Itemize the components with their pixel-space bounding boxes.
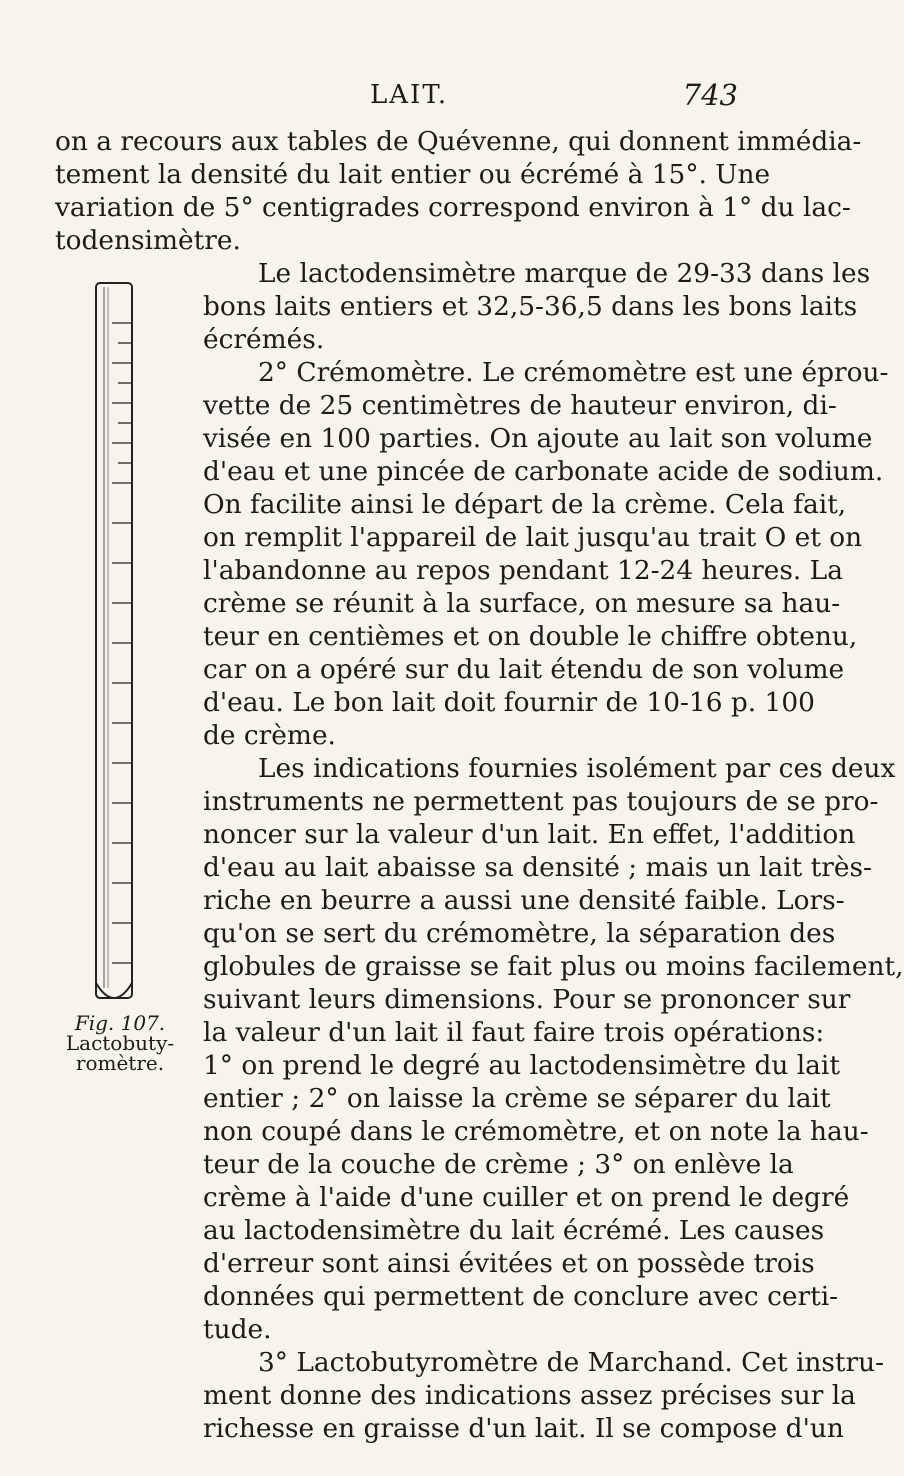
text-line: car on a opéré sur du lait étendu de son volume (203, 654, 845, 685)
lactobutyrometer-figure (78, 283, 148, 1013)
page-number: 743 (682, 78, 738, 112)
text-line (258, 356, 889, 389)
text-line: la valeur d'un lait il faut faire trois opérations: (203, 1017, 825, 1048)
text-line: Le lactodensimètre marque de 29-33 dans les (258, 258, 871, 289)
text-line: ment donne des indications assez précises sur la (203, 1380, 856, 1411)
text-line: qu'on se sert du crémomètre, la séparation des (203, 918, 836, 949)
text-line: variation de 5° centigrades correspond environ à 1° du lac- (55, 192, 851, 223)
text-line: d'erreur sont ainsi évitées et on possède trois (203, 1248, 815, 1279)
paragraph3-line: 2° Crémomètre. Le crémomètre est une éprou- (258, 357, 889, 388)
page-header (0, 80, 800, 120)
text-line: d'eau. Le bon lait doit fournir de 10-16 p. 100 (203, 687, 815, 718)
text-line: Les indications fournies isolément par ces deux (258, 753, 896, 784)
text-line: 1° on prend le degré au lactodensimètre du lait (203, 1050, 840, 1081)
text-line: crème se réunit à la surface, on mesure sa hau- (203, 588, 841, 619)
text-line: entier ; 2° on laisse la crème se séparer du lait (203, 1083, 831, 1114)
text-line: visée en 100 parties. On ajoute au lait son volume (203, 423, 873, 454)
text-line: tude. (203, 1314, 272, 1345)
text-line: de crème. (203, 720, 336, 751)
text-line: au lactodensimètre du lait écrémé. Les causes (203, 1215, 825, 1246)
figure-caption-line: romètre. (75, 1051, 165, 1075)
lactobutyrometer-tube-icon (78, 283, 148, 1013)
figure-caption (60, 1013, 180, 1073)
text-line: on a recours aux tables de Quévenne, qui donnent immédia- (55, 126, 862, 157)
text-line: crème à l'aide d'une cuiller et on prend le degré (203, 1182, 850, 1213)
text-line: écrémés. (203, 324, 325, 355)
text-line: instruments ne permettent pas toujours de se pro- (203, 786, 879, 817)
text-line: todensimètre. (55, 225, 241, 256)
text-line: globules de graisse se fait plus ou moins facilement, (203, 951, 904, 982)
text-line: noncer sur la valeur d'un lait. En effet, l'addition (203, 819, 856, 850)
text-line: vette de 25 centimètres de hauteur environ, di- (203, 390, 837, 421)
text-line: teur de la couche de crème ; 3° on enlève la (203, 1149, 794, 1180)
text-line: d'eau et une pincée de carbonate acide de sodium. (203, 456, 884, 487)
running-title: LAIT. (370, 80, 449, 110)
text-line: l'abandonne au repos pendant 12-24 heures. La (203, 555, 843, 586)
text-line: riche en beurre a aussi une densité faible. Lors- (203, 885, 845, 916)
text-line: 3° Lactobutyromètre de Marchand. Cet instru- (258, 1347, 885, 1378)
text-line: On facilite ainsi le départ de la crème. Cela fait, (203, 489, 847, 520)
text-line: suivant leurs dimensions. Pour se prononcer sur (203, 984, 851, 1015)
text-line: d'eau au lait abaisse sa densité ; mais un lait très- (203, 852, 872, 883)
text-line: on remplit l'appareil de lait jusqu'au trait O et on (203, 522, 863, 553)
figure-number: Fig. 107. (74, 1011, 166, 1035)
text-line: teur en centièmes et on double le chiffre obtenu, (203, 621, 858, 652)
text-line: bons laits entiers et 32,5-36,5 dans les bons laits (203, 291, 858, 322)
text-line: richesse en graisse d'un lait. Il se compose d'un (203, 1413, 844, 1444)
figure-caption-line: Lactobuty- (65, 1031, 175, 1055)
text-line: données qui permettent de conclure avec certi- (203, 1281, 839, 1312)
text-line: non coupé dans le crémomètre, et on note la hau- (203, 1116, 869, 1147)
text-line: tement la densité du lait entier ou écrémé à 15°. Une (55, 159, 771, 190)
